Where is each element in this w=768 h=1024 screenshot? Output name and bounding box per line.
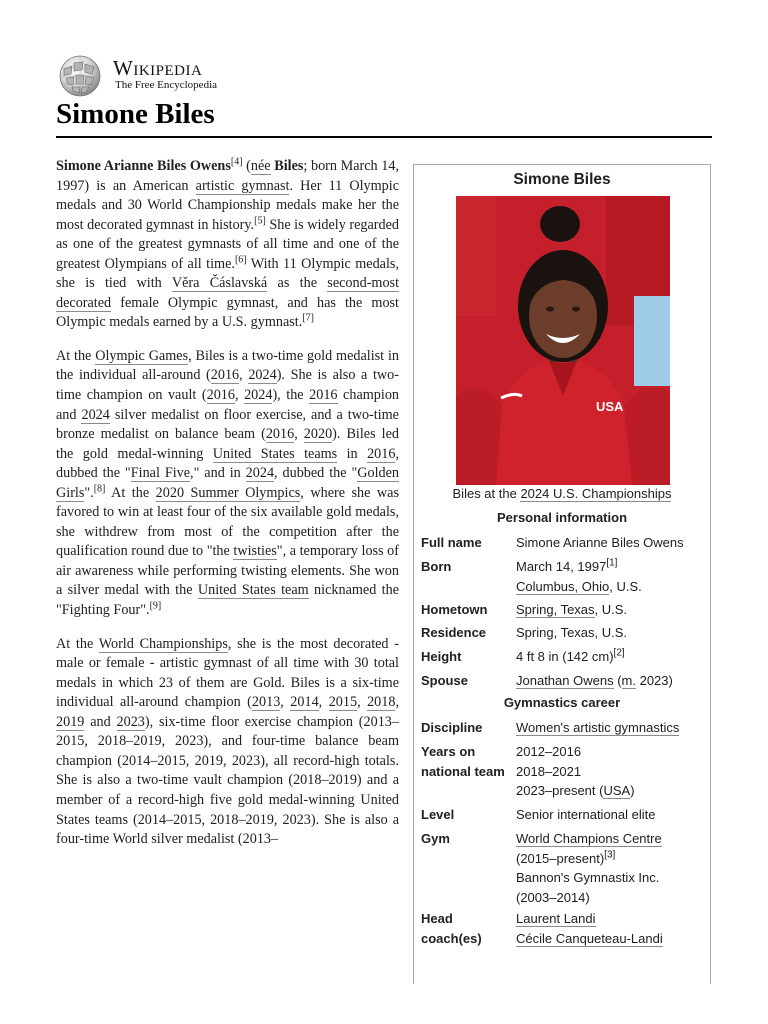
wiki-link[interactable]: artistic gymnast [195, 177, 290, 194]
wiki-link[interactable]: 2013 [251, 694, 281, 711]
infobox-value [516, 600, 706, 620]
infobox-label: Years on national team [421, 744, 505, 779]
wiki-link[interactable]: United States team [197, 582, 309, 599]
wiki-link[interactable]: Jonathan Owens [516, 673, 614, 688]
wiki-link[interactable]: 2024 [245, 465, 275, 482]
wiki-link[interactable]: 2016 [265, 426, 295, 443]
infobox-value-line: (2003–2014) [516, 889, 590, 905]
bold-text: Simone Arianne Biles Owens [56, 158, 231, 174]
paragraph: Simone Arianne Biles Owens[4] (née Biles; born March 14, 1997) is an American artistic gymnast. Her 11 Olympic medals and 30 World Championship medals make her the most decorated gymnast in history.[5] She is widely regarded as one of the greatest gymnasts of all time and one of the greatest Olympians of all time.[6] With 11 Olympic medals, she is tied with Věra Čáslavská as the second-most decorated female Olympic gymnast, and has the most Olympic medals earned by a U.S. gymnast.[7] [56, 156, 400, 331]
wiki-link[interactable]: 2024 [248, 367, 277, 384]
infobox-label: Residence [421, 625, 487, 640]
portrait-photo[interactable] [456, 196, 670, 485]
section-personal-info: Personal information [496, 510, 628, 525]
page-title: Simone Biles [56, 98, 215, 130]
wiki-link[interactable]: USA [603, 783, 631, 798]
wiki-link[interactable]: 2018 [367, 694, 396, 711]
photo-caption: Biles at the 2024 U.S. Championships [452, 486, 672, 501]
wiki-link[interactable]: 2016 [210, 367, 240, 384]
bold-text: Biles [274, 158, 304, 174]
wikipedia-tagline: The Free Encyclopedia [115, 79, 218, 91]
wiki-link[interactable]: Women's artistic gymnastics [516, 720, 680, 735]
infobox-value-line [516, 929, 706, 949]
infobox-value [516, 805, 706, 825]
infobox-value-line [516, 829, 706, 849]
wiki-link[interactable]: 2016 [367, 445, 396, 462]
wiki-link[interactable]: née [250, 158, 271, 174]
infobox-value-line: Jonathan Owens (m. 2023) [516, 673, 673, 688]
wiki-link[interactable]: 2016 [309, 387, 338, 404]
infobox-label: Level [421, 807, 455, 822]
infobox-value [516, 718, 706, 738]
infobox-value [516, 647, 706, 667]
infobox-value-line: 2018–2021 [516, 763, 582, 779]
infobox-value [516, 623, 706, 643]
infobox-value-line: Spring, Texas, U.S. [516, 625, 628, 640]
infobox-value-line: (2015–present)[3] [516, 849, 616, 866]
wiki-link[interactable]: Spring, Texas [516, 602, 595, 617]
citation-link[interactable]: [4] [230, 156, 243, 168]
wiki-link[interactable]: 2019 [56, 713, 85, 730]
paragraph: At the Olympic Games, Biles is a two-time gold medalist in the individual all-around (2016, 2024). She is also a two-time champion on vault (2016, 2024), the 2016 champion and 2024 silver medalist on floor exercise, and a two-time bronze medalist on balance beam (2016, 2020). Biles led the gold medal-winning United States teams in 2016, dubbed the "Final Five," and in 2024, dubbed the "Golden Girls".[8] At the 2020 Summer Olympics, where she was favored to win at least four of the six available gold medals, she withdrew from most of the competition after the qualification round due to "the twisties", a temporary loss of air awareness while performing twisting elements. She won a silver medal with the United States team nicknamed the "Fighting Four".[9] [56, 347, 400, 619]
wiki-link[interactable]: Cécile Canqueteau-Landi [516, 930, 663, 946]
wiki-link[interactable]: 2023 [116, 713, 145, 730]
infobox-value-line: Bannon's Gymnastix Inc. [516, 870, 660, 885]
svg-text:USA: USA [596, 399, 624, 414]
infobox-title: Simone Biles [513, 171, 611, 188]
infobox-value [516, 533, 706, 553]
citation-link[interactable]: [8] [93, 483, 106, 495]
infobox-value-line: March 14, 1997[1] [516, 557, 618, 574]
wiki-link[interactable]: Olympic Games [95, 347, 189, 364]
citation-link[interactable]: [9] [149, 600, 162, 612]
wiki-link[interactable]: Věra Čáslavská [171, 275, 268, 292]
infobox-value-line [516, 718, 706, 738]
wiki-link[interactable]: 2024 U.S. Championships [520, 486, 672, 501]
infobox-value-line [516, 909, 706, 929]
infobox-value [516, 909, 706, 948]
infobox-value-line: Spring, Texas, U.S. [516, 602, 628, 617]
infobox-value [516, 742, 706, 801]
wiki-link[interactable]: Laurent Landi [516, 911, 596, 926]
infobox-value-line: Columbus, Ohio, U.S. [516, 578, 642, 594]
wiki-link[interactable]: Golden Girls [56, 465, 400, 501]
wiki-link[interactable]: m. [621, 673, 636, 688]
wiki-link[interactable]: 2024 [81, 406, 110, 423]
infobox-label: Head coach(es) [421, 911, 482, 946]
wiki-link[interactable]: Final Five [130, 465, 191, 482]
infobox-value [516, 829, 706, 907]
wiki-link[interactable]: 2016 [206, 387, 235, 404]
wiki-link[interactable]: twisties [233, 543, 277, 560]
infobox-value-line: 4 ft 8 in (142 cm)[2] [516, 647, 625, 664]
infobox-value-line: 2023–present (USA) [516, 783, 635, 798]
citation-link[interactable]: [1] [606, 557, 618, 569]
article-body [56, 157, 399, 864]
citation-link[interactable]: [6] [234, 254, 247, 265]
infobox-value-line: Simone Arianne Biles Owens [516, 535, 684, 550]
wiki-link[interactable]: second-most decorated [56, 275, 400, 311]
wiki-link[interactable]: United States teams [212, 445, 338, 462]
infobox-value [516, 557, 706, 596]
citation-link[interactable]: [5] [254, 214, 266, 226]
infobox-value-line: 2012–2016 [516, 744, 582, 759]
infobox-value [516, 671, 706, 691]
wiki-link[interactable]: 2020 [303, 426, 333, 443]
infobox-label: Hometown [421, 602, 488, 617]
portrait-image [456, 196, 670, 485]
wiki-link[interactable]: 2014 [290, 694, 319, 711]
wiki-link[interactable]: World Championships [98, 635, 228, 652]
wiki-link[interactable]: 2015 [328, 694, 358, 711]
citation-link[interactable]: [3] [604, 849, 616, 861]
infobox [413, 164, 711, 984]
section-gymnastics-career: Gymnastics career [503, 695, 621, 710]
infobox-label: Spouse [421, 673, 468, 688]
infobox-label: Born [421, 559, 452, 574]
infobox-label: Discipline [421, 720, 483, 735]
wikipedia-wordmark: Wikipedia [113, 56, 203, 80]
wiki-link[interactable]: Columbus, Ohio [516, 578, 610, 594]
paragraph: At the World Championships, she is the most decorated - male or female - artistic gymnast of all time with 30 total medals in which 23 of them are Gold. Biles is a six-time individual all-around champion (2013, 2014, 2015, 2018, 2019 and 2023), six-time floor exercise champion (2013–2015, 2018–2019, 2023), and four-time balance beam champion (2014–2015, 2019, 2023), all record-high totals. She is also a two-time vault champion (2018–2019) and a member of a record-high five gold medal-winning United States teams (2014–2015, 2018–2019, 2023). She is also a four-time World silver medalist (2013– [56, 635, 399, 848]
wiki-link[interactable]: World Champions Centre [516, 831, 662, 846]
citation-link[interactable]: [2] [613, 647, 625, 659]
wikipedia-globe-icon [56, 54, 104, 98]
infobox-label: Gym [421, 831, 450, 846]
wiki-link[interactable]: 2024 [244, 387, 273, 404]
wiki-link[interactable]: 2020 Summer Olympics [155, 484, 301, 501]
infobox-value-line: Senior international elite [516, 807, 656, 822]
citation-link[interactable]: [7] [302, 312, 314, 324]
infobox-label: Full name [421, 535, 482, 550]
infobox-label: Height [421, 649, 462, 664]
title-divider [56, 136, 712, 138]
